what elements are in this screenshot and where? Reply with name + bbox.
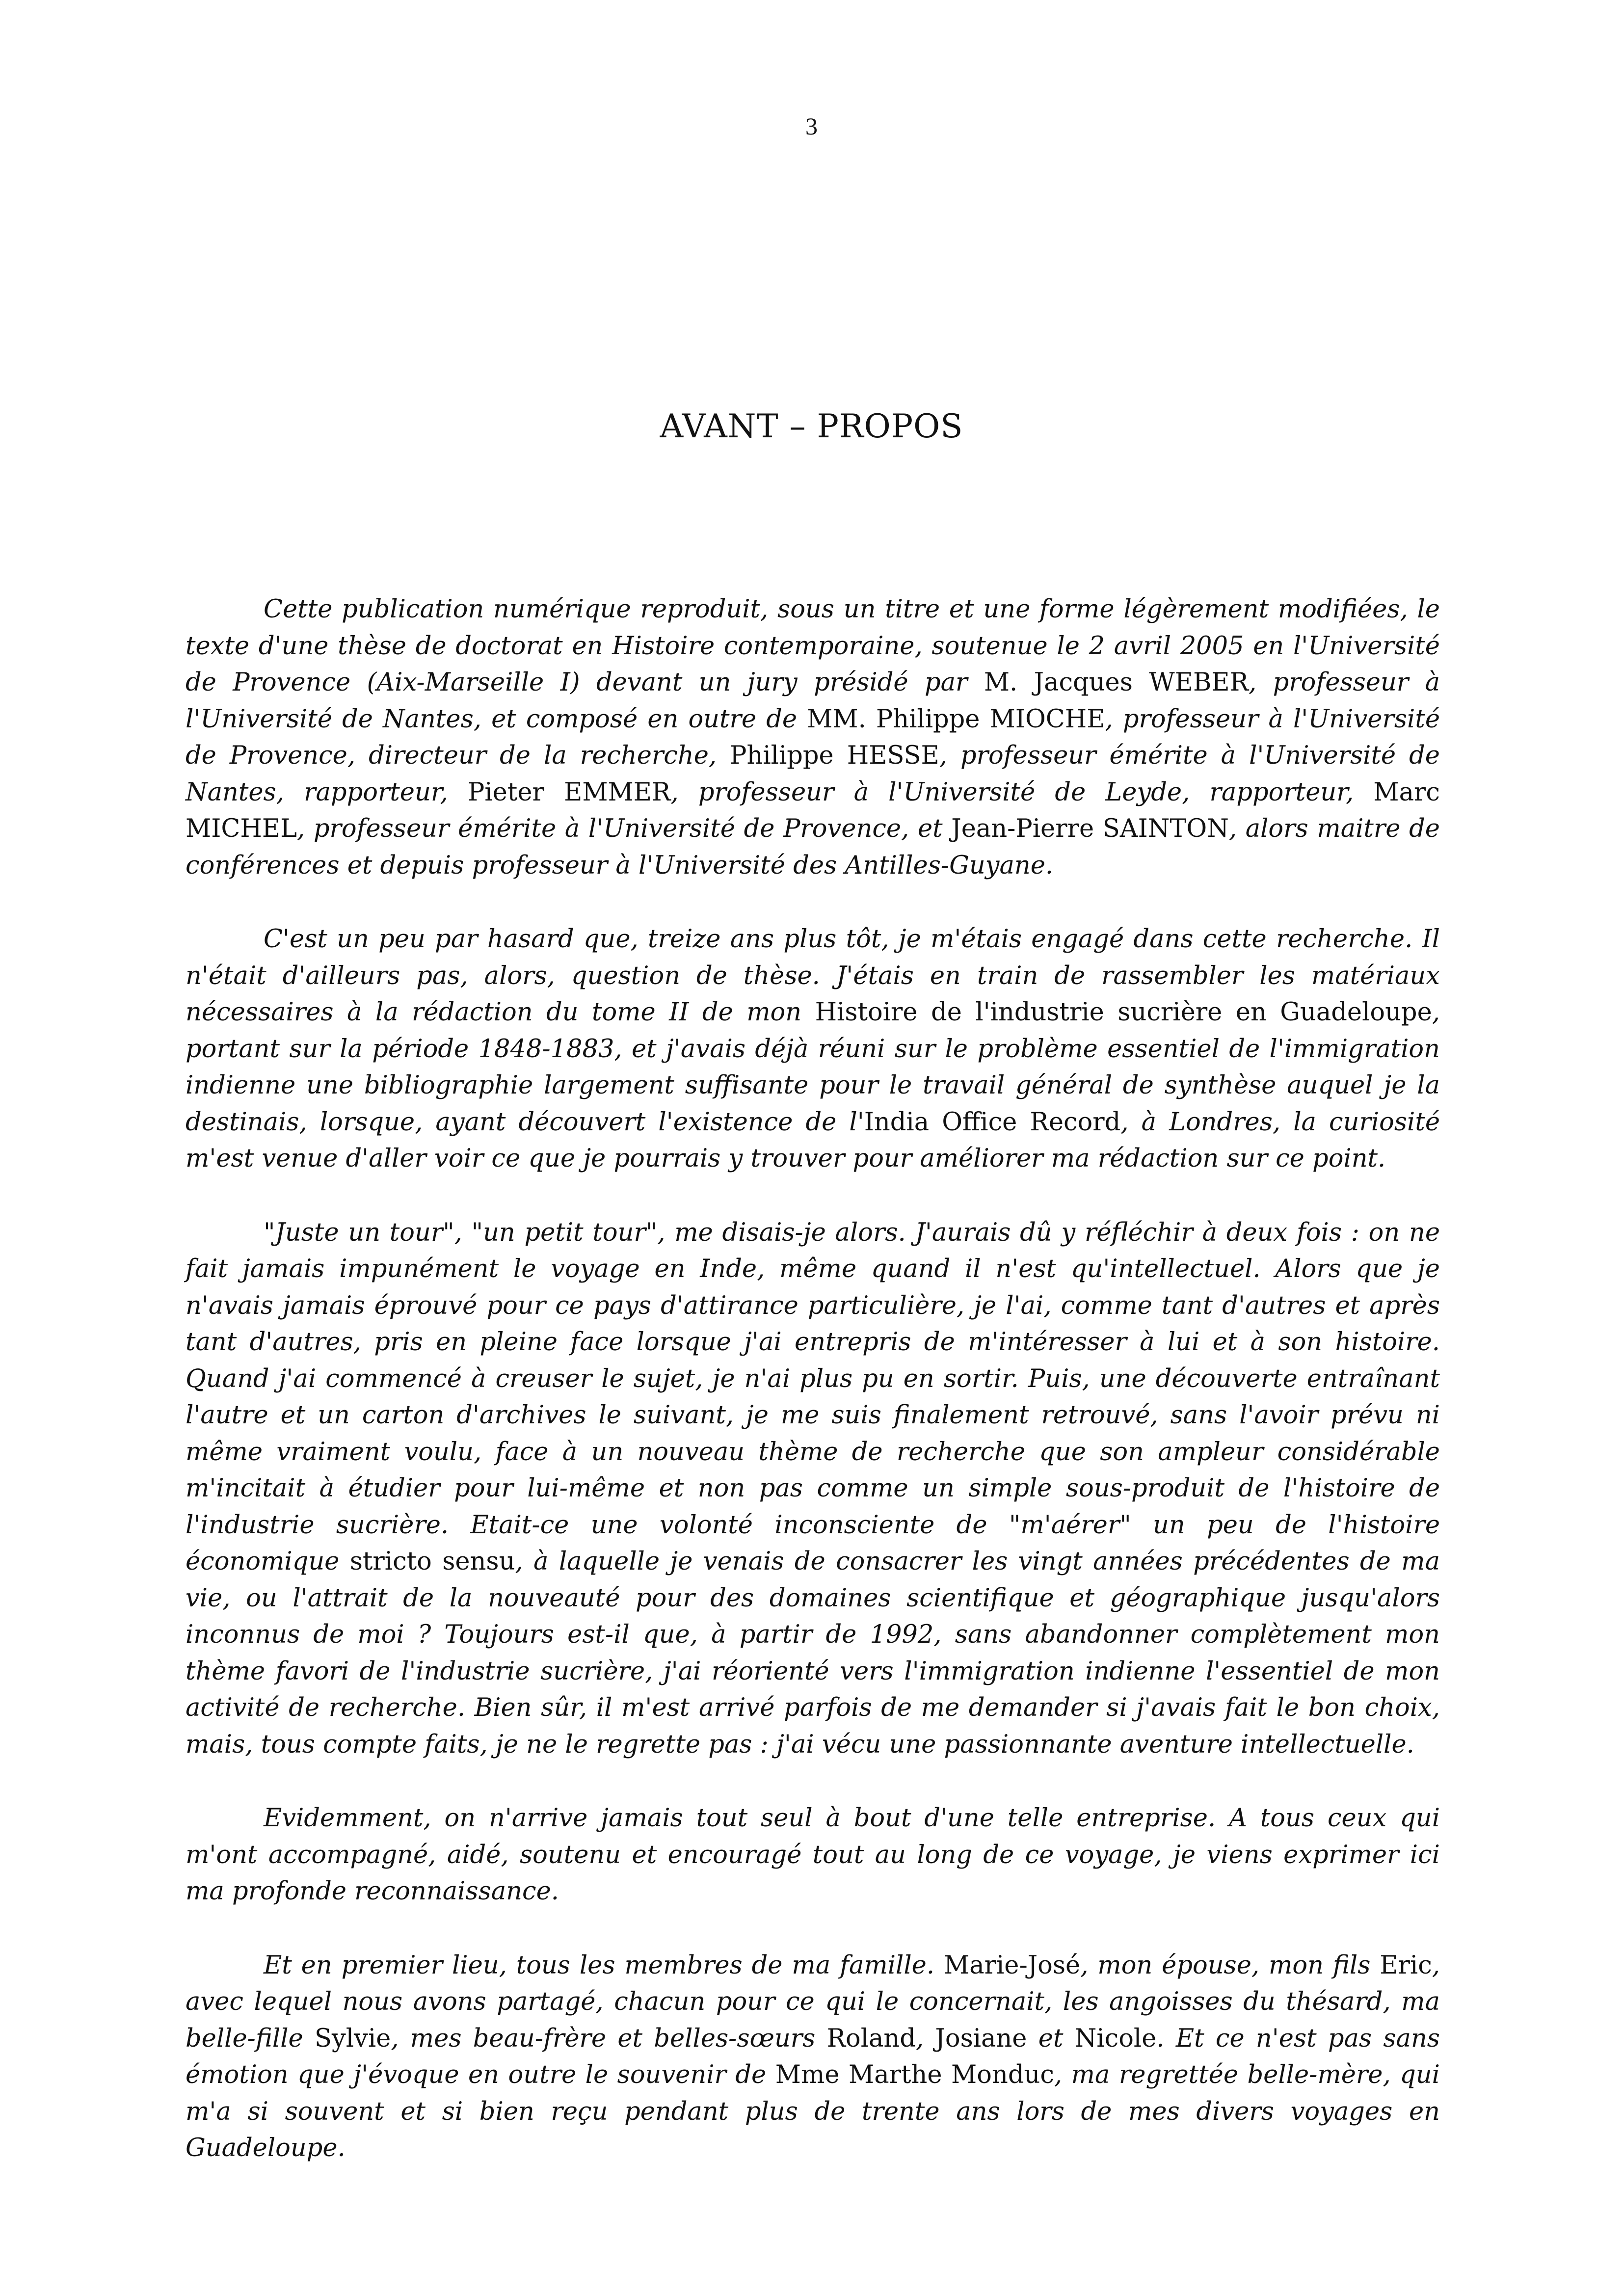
name-text: Pieter EMMER [468,777,671,807]
name-text: Philippe HESSE [730,741,939,770]
paragraph-text: , portant sur la période 1848-1883, et j'avais déjà réuni sur le problème essentiel de l'immigration indienne une bibliographie largement suffisante pour le travail général de synthèse auquel je la destinais, lorsque, ayant découvert l'existence de l' [186,998,1440,1137]
name-text: Histoire de l'industrie sucrière en Guadeloupe [815,998,1432,1027]
paragraph-text: , alors maitre de conférences et depuis professeur à l'Université des Antilles-Guyane. [186,814,1440,880]
name-text: Jean-Pierre SAINTON [951,814,1229,843]
paragraph-thanks [186,1800,1440,1910]
paragraph-jury [186,591,1440,884]
name-text: Nicole [1074,2024,1157,2053]
name-text: Josiane [935,2024,1027,2053]
name-text: MM. Philippe MIOCHE [807,704,1105,734]
paragraph-text: Cette publication numérique reproduit, sous un titre et une forme légèrement modifiées, le texte d'une thèse de doctorat en Histoire contemporaine, soutenue le 2 avril 2005 en l'Université de Provence (Aix-Marseille I) devant un jury présidé par [186,595,1440,697]
paragraph-text: Evidemment, on n'arrive jamais tout seul à bout d'une telle entreprise. A tous ceux qui m'ont accompagné, aidé, soutenu et encouragé tout au long de ce voyage, je viens exprimer ici ma profonde reconnaissance. [186,1804,1440,1906]
paragraph-origin [186,921,1440,1177]
paragraph-text: , professeur à l'Université de Provence, directeur de la recherche, [186,704,1440,770]
name-text: stricto sensu [349,1547,515,1576]
paragraph-text: , mon épouse, mon fils [1080,1950,1380,1980]
name-text: Marie-José [943,1950,1081,1980]
paragraph-text: , avec lequel nous avons partagé, chacun pour ce qui le concernait, les angoisses du thésard, ma belle-fille [186,1950,1440,2053]
paragraph-text: , [915,2024,935,2053]
name-text: M. Jacques WEBER [984,668,1249,697]
paragraph-text: , professeur à l'Université de Nantes, et composé en outre de [186,668,1440,734]
paragraph-journey [186,1215,1440,1763]
paragraph-text: . Et ce n'est pas sans émotion que j'évoque en outre le souvenir de [186,2024,1440,2089]
paragraph-family [186,1948,1440,2167]
paragraph-text: , professeur émérite à l'Université de Nantes, rapporteur, [186,741,1440,807]
name-text: Sylvie [314,2024,391,2053]
name-text: Roland [826,2024,916,2053]
name-text: Marc MICHEL [186,777,1440,843]
paragraph-text: , à laquelle je venais de consacrer les vingt années précédentes de ma vie, ou l'attrait de la nouveauté pour des domaines scientifique et géographique jusqu'alors inconnus de moi ? Toujours est-il que, à partir de 1992, sans abandonner complètement mon thème favori de l'industrie sucrière, j'ai réorienté vers l'immigration indienne l'essentiel de mon activité de recherche. Bien sûr, il m'est arrivé parfois de me demander si j'avais fait le bon choix, mais, tous compte faits, je ne le regrette pas : j'ai vécu une passionnante aventure intellectuelle. [186,1547,1440,1759]
paragraph-text: , professeur à l'Université de Leyde, rapporteur, [670,777,1374,807]
page-title: AVANT – PROPOS [660,407,963,445]
paragraph-text: C'est un peu par hasard que, treize ans plus tôt, je m'étais engagé dans cette recherche. Il n'était d'ailleurs pas, alors, question de thèse. J'étais en train de rassembler les matériaux nécessaires à la rédaction du tome II de mon [186,925,1440,1027]
name-text: Mme Marthe Monduc [775,2060,1054,2089]
page-number: 3 [805,112,818,140]
paragraph-text: , ma regrettée belle-mère, qui m'a si souvent et si bien reçu pendant plus de trente ans lors de mes divers voyages en Guadeloupe. [186,2060,1440,2163]
paragraph-text: , à Londres, la curiosité m'est venue d'aller voir ce que je pourrais y trouver pour améliorer ma rédaction sur ce point. [186,1107,1440,1173]
paragraph-text: "Juste un tour", "un petit tour", me disais-je alors. J'aurais dû y réfléchir à deux fois : on ne fait jamais impunément le voyage en Inde, même quand il n'est qu'intellectuel. Alors que je n'avais jamais éprouvé pour ce pays d'attirance particulière, je l'ai, comme tant d'autres et après tant d'autres, pris en pleine face lorsque j'ai entrepris de m'intéresser à lui et à son histoire. Quand j'ai commencé à creuser le sujet, je n'ai plus pu en sortir. Puis, une découverte entraînant l'autre et un carton d'archives le suivant, je me suis finalement retrouvé, sans l'avoir prévu ni même vraiment voulu, face à un nouveau thème de recherche que son ampleur considérable m'incitait à étudier pour lui-même et non pas comme un simple sous-produit de l'histoire de l'industrie sucrière. Etait-ce une volonté inconsciente de "m'aérer" un peu de l'histoire économique [186,1218,1440,1576]
body-text [186,591,1440,2204]
name-text: Eric [1380,1950,1432,1980]
paragraph-text: et [1027,2024,1075,2053]
paragraph-text: , professeur émérite à l'Université de Provence, et [296,814,952,843]
paragraph-text: Et en premier lieu, tous les membres de ma famille. [264,1950,944,1980]
name-text: India Office Record [864,1107,1121,1137]
paragraph-text: , mes beau-frère et belles-sœurs [391,2024,827,2053]
